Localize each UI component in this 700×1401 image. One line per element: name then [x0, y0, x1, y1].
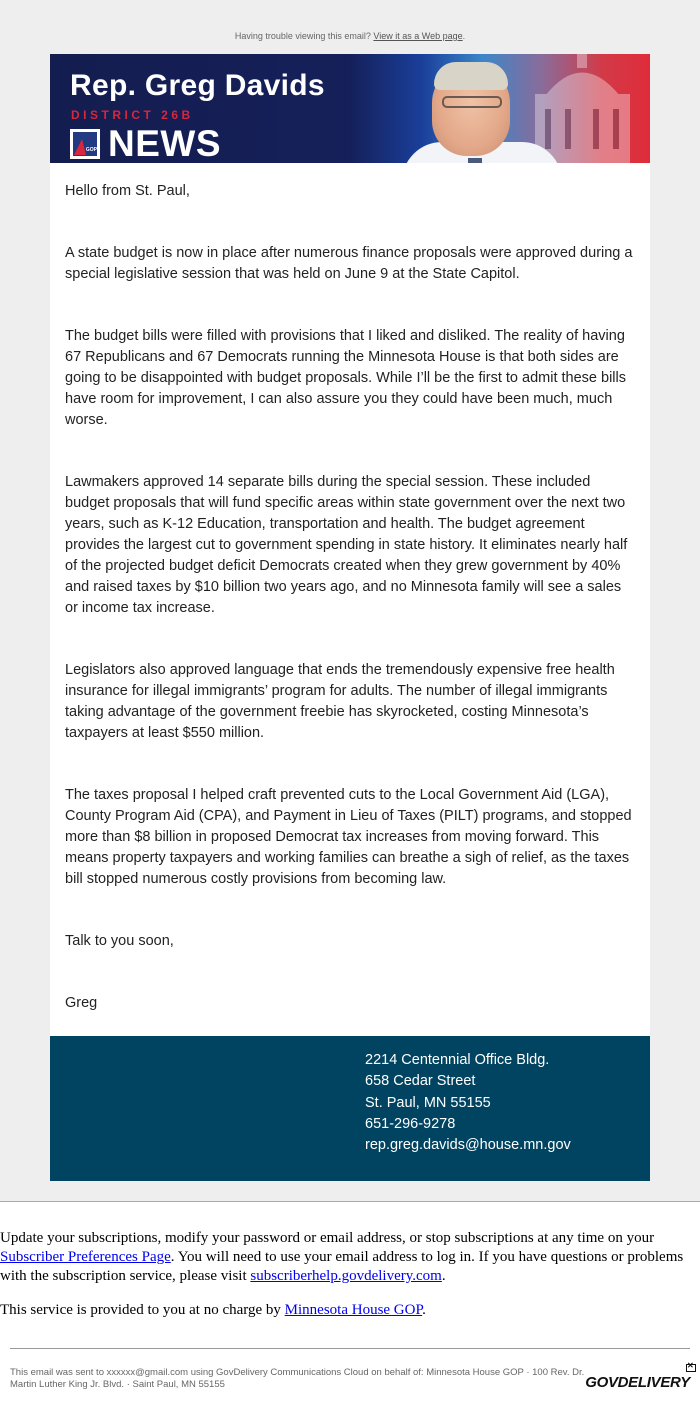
- minnesota-house-gop-link[interactable]: Minnesota House GOP: [284, 1302, 423, 1318]
- header-banner: [50, 54, 650, 163]
- subscription-text-1: Update your subscriptions, modify your password or email address, or stop subscriptions at any time on your: [0, 1230, 655, 1246]
- preheader: [0, 0, 700, 54]
- preheader-suffix: .: [462, 31, 466, 41]
- sent-to-text: This email was sent to xxxxxx@gmail.com using GovDelivery Communications Cloud on behalf of: Minnesota House GOP · 100 Rev. Dr. Martin Luther King Jr. Blvd. · Saint Paul, MN 55155: [10, 1367, 585, 1390]
- view-web-page-link[interactable]: View it as a Web page: [373, 31, 463, 41]
- subscription-text-3: .: [441, 1268, 446, 1284]
- signature: Greg: [65, 995, 98, 1011]
- paragraph: A state budget is now in place after numerous finance proposals were approved during a special legislative session that was held on June 9 at the State Capitol.: [65, 245, 633, 282]
- mn-gop-logo-icon: GOP: [70, 129, 100, 159]
- subscriber-preferences-link[interactable]: Subscriber Preferences Page: [0, 1249, 171, 1265]
- paragraph: Legislators also approved language that ends the tremendously expensive free health insurance for illegal immigrants’ program for adults. The number of illegal immigrants taking advantage of the government freebie has skyrocketed, costing Minnesota’s taxpayers at least $550 million.: [65, 662, 615, 741]
- representative-photo: [402, 60, 562, 163]
- email-body: [50, 163, 650, 1036]
- greeting: Hello from St. Paul,: [65, 183, 190, 199]
- contact-footer: [50, 1036, 650, 1181]
- address-line-2: 658 Cedar Street: [365, 1073, 476, 1090]
- address-line-1: 2214 Centennial Office Bldg.: [365, 1052, 550, 1068]
- paragraph: Lawmakers approved 14 separate bills during the special session. These included budget proposals that will fund specific areas within state government over the next two years, such as K-12 Education, transportation and health. The budget agreement provides the largest cut to government spending in state history. It eliminates nearly half of the projected budget deficit Democrats created when they grew government by 40% and raised taxes by $10 billion two years ago, and no Minnesota family will see a sales or income tax increase.: [65, 474, 628, 616]
- preheader-text: Having trouble viewing this email?: [234, 31, 374, 41]
- contact-address: [365, 1050, 571, 1156]
- paragraph: The budget bills were filled with provisions that I liked and disliked. The reality of having 67 Republicans and 67 Democrats running the Minnesota House is that both sides are going to be disappointed with budget proposals. While I’ll be the first to admit these bills have room for improvement, I can also assure you they could have been much, much worse.: [65, 328, 626, 428]
- paragraph: The taxes proposal I helped craft prevented cuts to the Local Government Aid (LGA), County Program Aid (CPA), and Payment in Lieu of Taxes (PILT) programs, and stopped more than $8 billion in proposed Democrat tax increases from moving forward. This means property taxpayers and working families can breathe a sigh of relief, as the taxes bill stopped numerous costly provisions from becoming law.: [65, 787, 632, 887]
- service-text-suffix: .: [422, 1302, 426, 1318]
- banner-district: DISTRICT 26B: [71, 108, 194, 122]
- govdelivery-logo-text: GOVDELIVERY: [585, 1374, 690, 1391]
- banner-news: NEWS: [108, 123, 221, 163]
- bottom-footer: [10, 1348, 690, 1391]
- service-text: [0, 1301, 700, 1320]
- banner-title: Rep. Greg Davids: [70, 69, 325, 102]
- contact-phone: 651-296-9278: [365, 1115, 456, 1132]
- envelope-icon: [686, 1364, 696, 1372]
- closing: Talk to you soon,: [65, 933, 174, 949]
- subscriber-help-link[interactable]: subscriberhelp.govdelivery.com: [250, 1268, 442, 1284]
- govdelivery-logo[interactable]: [585, 1374, 690, 1391]
- subscription-text-2: . You will need to use your email address to log in. If you have questions or problems with the subscription service, please visit: [0, 1249, 684, 1284]
- service-text-prefix: This service is provided to you at no charge by: [0, 1302, 285, 1318]
- contact-email[interactable]: rep.greg.davids@house.mn.gov: [365, 1137, 571, 1154]
- subscription-info: [0, 1202, 700, 1320]
- subscription-text: [0, 1229, 700, 1286]
- email-container: [50, 54, 650, 1181]
- address-line-3: St. Paul, MN 55155: [365, 1094, 491, 1111]
- banner-news-row: [70, 123, 221, 163]
